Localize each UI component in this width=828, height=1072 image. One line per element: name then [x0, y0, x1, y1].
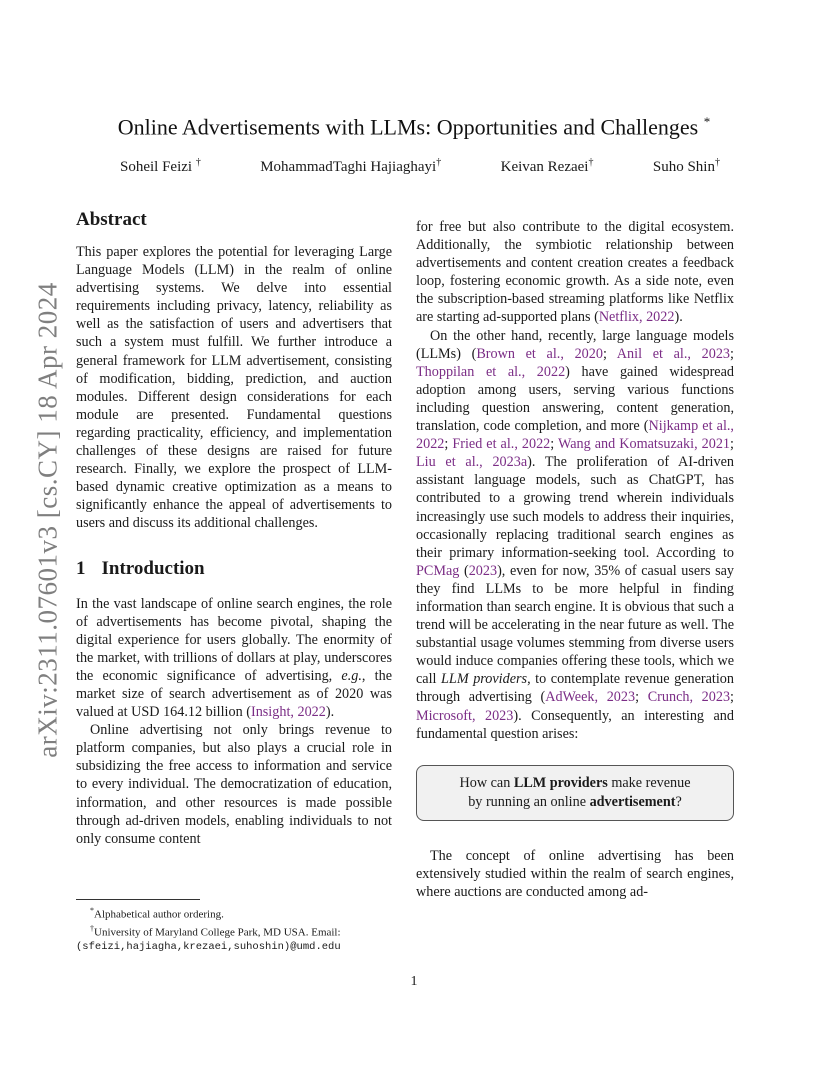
citation-link[interactable]: Brown et al., 2020	[476, 345, 603, 362]
citation-link[interactable]: Crunch, 2023	[647, 689, 731, 706]
citation-link[interactable]: Thoppilan et al., 2022	[416, 363, 566, 380]
footnote-divider	[76, 899, 200, 900]
research-question-box	[416, 765, 734, 821]
section-number: 1	[76, 557, 86, 579]
intro-paragraph: In the vast landscape of online search engines, the role of advertisements has become pivotal, shaping the digital experience for users globally. The enormity of the market, with trillions of dollars at play, underscores the economic significance of advertising, e.g., the market size of search advertisement as of 2020 was valued at USD 164.12 billion (Insight, 2022).	[76, 595, 392, 721]
footnote-email: (sfeizi,hajiagha,krezaei,suhoshin)@umd.edu	[76, 941, 341, 954]
citation-link[interactable]: Anil et al., 2023	[616, 345, 731, 362]
body-paragraph: for free but also contribute to the digital ecosystem. Additionally, the symbiotic relationship between advertisements and content creation creates a feedback loop, fostering economic growth. As a side note, even the subscription-based streaming platforms like Netflix are starting ad-supported plans (Netflix, 2022).	[416, 219, 734, 326]
abstract-heading: Abstract	[76, 209, 147, 230]
intro-heading	[76, 557, 392, 581]
arxiv-identifier: arXiv:2311.07601v3 [cs.CY] 18 Apr 2024	[32, 282, 63, 758]
citation-link[interactable]: Insight, 2022	[250, 704, 326, 721]
citation-link[interactable]: Fried et al., 2022	[452, 436, 551, 453]
citation-link[interactable]: Wang and Komatsuzaki, 2021	[557, 436, 731, 453]
paper-title	[0, 108, 828, 141]
question-line: by running an online advertisement?	[468, 793, 682, 810]
citation-link[interactable]: Netflix, 2022	[598, 309, 675, 326]
abstract-paragraph: This paper explores the potential for leveraging Large Language Models (LLM) in the realm of online advertising systems. We delve into essential requirements including privacy, latency, reliability as well as the satisfaction of users and advertisers that such a system must fulfill. We further introduce a general framework for LLM advertisement, consisting of modification, bidding, prediction, and auction modules. Different design considerations for each module are presented. Fundamental questions regarding practicality, efficiency, and implementation challenges of these designs are raised for future research. Finally, we explore the prospect of LLM-based dynamic creative optimization as a means to significantly enhance the appeal of advertisements to users and discuss its additional challenges.	[76, 244, 392, 532]
left-column	[76, 208, 392, 848]
page-number: 1	[410, 974, 418, 989]
body-paragraph: On the other hand, recently, large language models (LLMs) (Brown et al., 2020; Anil et al., 2023; Thoppilan et al., 2022) have gained widespread adoption among users, serving various functions including question answering, content generation, translation, code completion, and more (Nijkamp et al., 2022; Fried et al., 2022; Wang and Komatsuzaki, 2021; Liu et al., 2023a). The proliferation of AI-driven assistant language models, such as ChatGPT, has contributed to a growing trend wherein individuals increasingly use such models to address their inquiries, occasionally replacing traditional search engines as their primary information-seeking tool. According to PCMag (2023), even for now, 35% of casual users say they find LLMs to be more helpful in finding information than search engine. It is obvious that such a trend will be accelerating in the near future as well. The substantial usage volumes stemming from diverse users would induce companies offering these tools, which we call LLM providers, to contemplate revenue generation through advertising (AdWeek, 2023; Crunch, 2023; Microsoft, 2023). Consequently, an interesting and fundamental question arises:	[416, 327, 734, 742]
question-line: How can LLM providers make revenue	[459, 774, 691, 791]
author-list	[120, 153, 720, 177]
footnote: †University of Maryland College Park, MD USA. Email:	[90, 923, 341, 939]
author: Soheil Feizi †	[120, 157, 201, 175]
citation-link[interactable]: Liu et al., 2023a	[416, 454, 528, 471]
citation-link[interactable]: Microsoft, 2023	[416, 707, 514, 724]
footnotes	[76, 899, 406, 954]
section-title: Introduction	[101, 557, 205, 579]
intro-paragraph: Online advertising not only brings revenue to platform companies, but also plays a crucial role in subsidizing the free access to information and service to every individual. The democratization of education, information, and other resources is made possible through ad-driven models, enabling individuals to not only consume content	[76, 722, 392, 847]
citation-link[interactable]: 2023	[468, 562, 498, 579]
citation-link[interactable]: AdWeek, 2023	[545, 689, 636, 706]
title-text: Online Advertisements with LLMs: Opportunities and Challenges	[117, 114, 699, 140]
author: Keivan Rezaei†	[500, 157, 594, 175]
title-footnote-mark: *	[703, 114, 711, 129]
body-paragraph: The concept of online advertising has been extensively studied within the realm of search engines, where auctions are conducted among ad-	[416, 847, 734, 900]
footnote: *Alphabetical author ordering.	[90, 906, 224, 921]
right-column	[416, 218, 734, 901]
citation-link[interactable]: Nijkamp et al., 2022	[416, 418, 734, 453]
author: MohammadTaghi Hajiaghayi†	[260, 157, 442, 175]
citation-link[interactable]: PCMag	[416, 562, 460, 579]
author: Suho Shin†	[652, 157, 720, 175]
